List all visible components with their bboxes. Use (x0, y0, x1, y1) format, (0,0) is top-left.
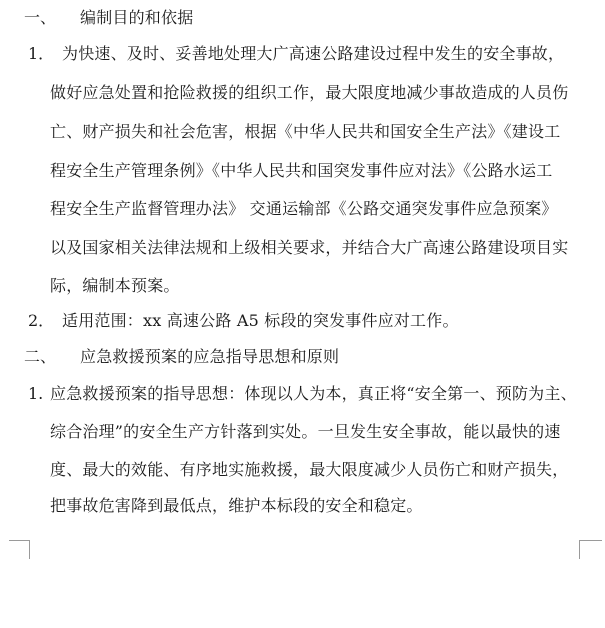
item-1-line-5: 程安全生产监督管理办法》 交通运输部《公路交通突发事件应急预案》 (50, 199, 558, 218)
item-1-number: 1． (28, 44, 55, 63)
item-3-number: 1. (28, 384, 44, 403)
item-3-line-1: 应急救援预案的指导思想：体现以人为本，真正将“安全第一、预防为主、 (50, 384, 577, 403)
margin-corner-mark-right (579, 540, 602, 559)
section-2-title: 应急救援预案的应急指导思想和原则 (80, 347, 340, 366)
margin-corner-mark-left (9, 540, 30, 559)
item-1-line-7: 际，编制本预案。 (50, 276, 180, 295)
item-3-line-2: 综合治理”的安全生产方针落到实处。一旦发生安全事故，能以最快的速 (50, 422, 561, 441)
section-1-title: 编制目的和依据 (80, 8, 194, 27)
item-2-number: 2． (28, 311, 55, 330)
item-1-line-2: 做好应急处置和抢险救援的组织工作，最大限度地减少事故造成的人员伤 (50, 83, 569, 102)
item-1-line-4: 程安全生产管理条例》《中华人民共和国突发事件应对法》《公路水运工 (50, 161, 553, 180)
item-1-line-6: 以及国家相关法律法规和上级相关要求，并结合大广高速公路建设项目实 (50, 238, 569, 257)
item-1-line-1: 为快速、及时、妥善地处理大广高速公路建设过程中发生的安全事故， (62, 44, 565, 63)
item-3-line-4: 把事故危害降到最低点，维护本标段的安全和稳定。 (50, 496, 423, 515)
item-2-text: 适用范围：xx 高速公路 A5 标段的突发事件应对工作。 (62, 311, 459, 330)
item-3-line-3: 度、最大的效能、有序地实施救援，最大限度减少人员伤亡和财产损失， (50, 460, 569, 479)
section-1-number: 一、 (24, 8, 57, 27)
item-1-line-3: 亡、财产损失和社会危害，根据《中华人民共和国安全生产法》《建设工 (50, 122, 561, 141)
section-2-number: 二、 (24, 347, 57, 366)
